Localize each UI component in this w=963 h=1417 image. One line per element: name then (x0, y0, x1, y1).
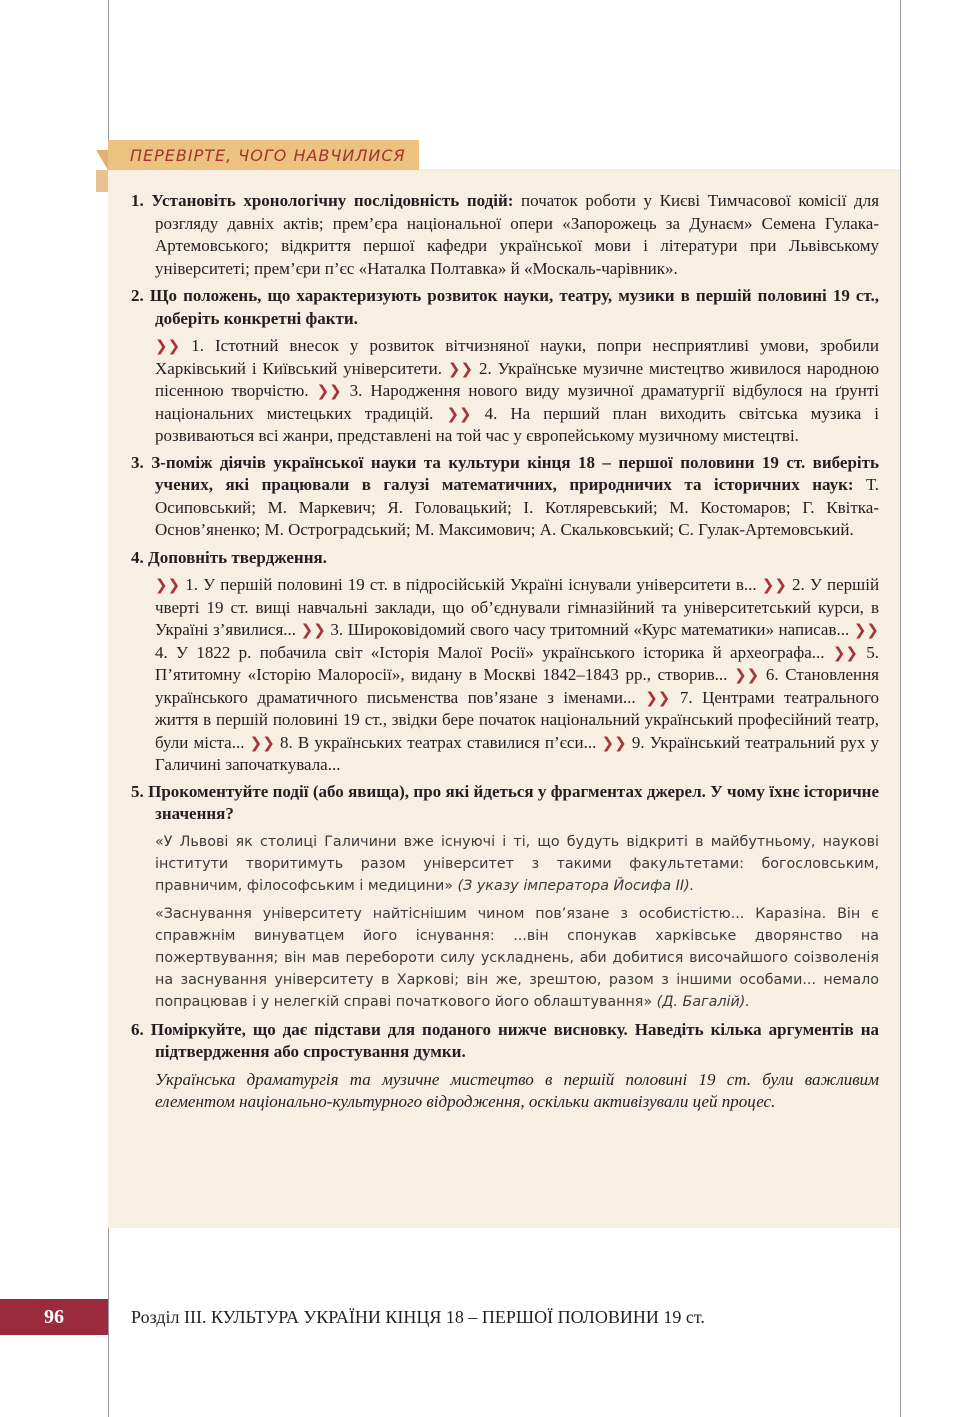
conclusion-text: Українська драматургія та музичне мистецтво в першій половині 19 ст. були важливим елементом національно-культурного відродження, оскільки активізували цей процес. (155, 1069, 879, 1111)
question-lead: Установіть хронологічну послідовність подій: (151, 191, 514, 210)
question-number: 2. (131, 286, 144, 305)
quote-reference: (Д. Багалій). (652, 993, 750, 1010)
question-text: початок роботи у Києві Тимчасової комісії для розгляду давніх актів; прем’єра національної опери «Запорожець за Дунаєм» Семена Гулака-Артемовського; відкриття першої кафедри української мови і літератури при Львівському університеті; прем’єри п’єс «Наталка Полтавка» й «Москаль-чарівник». (155, 191, 880, 278)
marker-icon: ❯❯ (601, 733, 627, 752)
question-lead: Прокоментуйте події (або явища), про які йдеться у фрагментах джерел. У чому їхнє історичне значення? (148, 781, 880, 823)
list-item: 2. У першій чверті 19 ст. вищі навчальні заклади, що об’єднували гімназійний та університетський курси, в Україні з’явилися... (155, 575, 880, 639)
marker-icon: ❯❯ (645, 688, 671, 707)
right-margin-line (900, 0, 901, 1417)
question-number: 3. (131, 452, 144, 472)
marker-icon: ❯❯ (316, 382, 342, 400)
marker-icon: ❯❯ (853, 621, 879, 639)
question-lead: Поміркуйте, що дає підстави для поданого нижче висновку. Наведіть кілька аргументів на підтвердження або спростування думки. (150, 1019, 880, 1061)
list-item: 2. Українське музичне мистецтво живилося народною пісенною творчістю. (155, 358, 880, 400)
question-text: Т. Осиповський; М. Маркевич; Я. Головацький; І. Котляревський; М. Костомаров; Г. Квітка-Основ’яненко; М. Остроградський; М. Максимович; А. Скальковський; С. Гулак-Артемовський. (155, 475, 879, 539)
list-item: 4. На перший план виходить світська музика і розвиваються всі жанри, представлені на той час у європейському музичному мистецтві. (155, 403, 880, 445)
source-quote-2 (131, 903, 879, 1013)
question-6 (131, 1019, 879, 1064)
question-2-items (131, 335, 879, 448)
list-item: 6. Становлення українського драматичного письменства пов’язане з іменами... (155, 665, 880, 707)
question-number: 4. (131, 547, 144, 567)
section-title: ПЕРЕВІРТЕ, ЧОГО НАВЧИЛИСЯ (130, 146, 406, 165)
marker-icon: ❯❯ (155, 337, 181, 355)
marker-icon: ❯❯ (249, 733, 275, 752)
question-4 (131, 547, 879, 570)
list-item: 4. У 1822 р. побачила світ «Історія Малої Росії» українського історика й археографа... (155, 642, 825, 662)
exercise-content (131, 190, 879, 1116)
question-5 (131, 781, 879, 826)
question-2 (131, 285, 879, 330)
marker-icon: ❯❯ (447, 359, 474, 378)
question-lead: Доповніть твердження. (148, 547, 327, 567)
source-quote-1 (131, 831, 879, 897)
quote-reference: (З указу імператора Йосифа ІІ). (453, 877, 695, 894)
list-item: 1. Істотний внесок у розвиток вітчизняної науки, попри несприятливі умови, зробили Харківський і Київський університети. (155, 336, 879, 378)
question-4-items (131, 574, 879, 777)
question-number: 5. (131, 781, 144, 801)
list-item: 9. Український театральний рух у Галичині започаткувала... (155, 732, 880, 774)
list-item: 7. Центрами театрального життя в першій половині 19 ст., звідки бере початок національний український професійний театр, були міста... (155, 687, 880, 752)
tab-fold (96, 150, 108, 170)
marker-icon: ❯❯ (761, 576, 787, 594)
marker-icon: ❯❯ (734, 666, 760, 684)
quote-text: «У Львові як столиці Галичини вже існуючі і ті, що будуть відкриті в майбутньому, наукові інститути творитимуть разом університет з такими факультетами: богословським, правничим, філософським і медицини» (155, 833, 879, 894)
quote-text: «Заснування університету найтіснішим чином пов’язане з особистістю... Каразіна. Він є справжнім винуватцем його існування: ...він спонукав харківське дворянство на пожертвування; він мав перебороти силу ускладнень, аби добитися височайшого соізволенія на заснування університету в Харкові; він же, зрештою, разом з іншими особами... немало попрацював і у нелегкій справі початкового його облаштування» (155, 905, 879, 1010)
list-item: 1. У першій половині 19 ст. в підросійській Україні існували університети в... (185, 575, 757, 594)
question-lead: Що положень, що характеризують розвиток науки, театру, музики в першій половині 19 ст., доберіть конкретні факти. (149, 286, 880, 328)
list-item: 3. Широковідомий свого часу тритомний «Курс математики» написав... (330, 620, 850, 639)
marker-icon: ❯❯ (446, 404, 472, 423)
question-1 (131, 190, 879, 280)
question-lead: З-поміж діячів української науки та культури кінця 18 – першої половини 19 ст. виберіть учених, які працювали в галузі математичних, природничих та історичних наук: (151, 452, 879, 494)
list-item: 5. П’ятитомну «Історію Малоросії», видану в Москві 1842–1843 рр., створив... (155, 642, 880, 684)
running-footer: Розділ ІІІ. КУЛЬТУРА УКРАЇНИ КІНЦЯ 18 – ПЕРШОЇ ПОЛОВИНИ 19 ст. (131, 1307, 705, 1327)
question-number: 6. (131, 1019, 144, 1039)
question-3 (131, 452, 879, 542)
question-number: 1. (131, 191, 144, 210)
tab-fold-shadow (96, 170, 108, 192)
marker-icon: ❯❯ (300, 621, 326, 639)
page-number: 96 (44, 1306, 64, 1328)
list-item: 8. В українських театрах ставилися п’єси... (279, 732, 597, 752)
list-item: 3. Народження нового виду музичної драматургії відбулося на ґрунті національних мистецьких традицій. (155, 381, 880, 423)
marker-icon: ❯❯ (832, 643, 858, 662)
marker-icon: ❯❯ (155, 576, 181, 594)
